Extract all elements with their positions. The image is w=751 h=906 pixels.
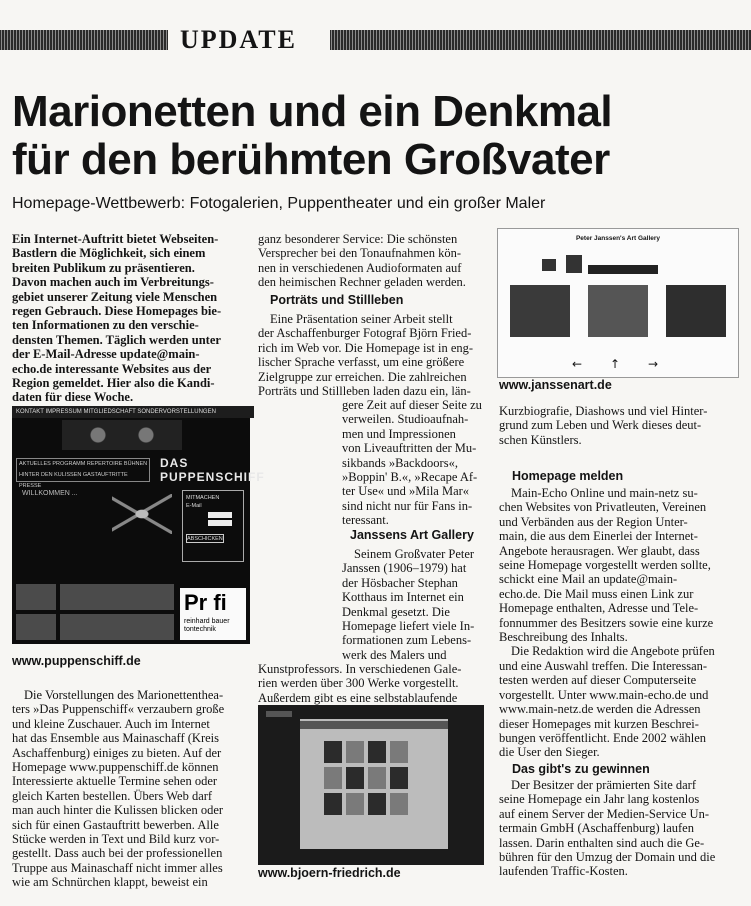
text-line: echo.de interessante Websites aus der: [12, 361, 212, 376]
text-line: bühren für den Umzug der Domain und die: [499, 850, 716, 865]
text-line: Kotthaus im Internet ein: [342, 590, 464, 605]
text-line: lischer Sprache verfasst, um eine größere: [258, 355, 465, 370]
text-line: Seinem Großvater Peter: [354, 547, 475, 561]
link-puppenschiff[interactable]: www.puppenschiff.de: [12, 654, 141, 668]
text-line: Homepage www.puppenschiff.de können: [12, 760, 219, 775]
text-line: termain GmbH (Aschaffenburg) laufen: [499, 821, 694, 836]
text-line: der Hösbacher Stephan: [342, 575, 458, 590]
text-line: laufenden Traffic-Kosten.: [499, 864, 628, 879]
text-line: Versprecher bei den Tonaufnahmen kön-: [258, 246, 461, 261]
text-line: bungen veröffentlicht. Ende 2002 wählen: [499, 730, 707, 745]
text-line: rien werden über 300 Werke vorgestellt.: [258, 676, 459, 691]
text-line: gleich Karten bestellen. Übers Web darf: [12, 788, 213, 803]
screenshot-login-box: [182, 490, 244, 562]
text-line: teressant.: [342, 513, 389, 528]
gallery-thumbnail: [346, 767, 364, 789]
text-line: Bastlern die Möglichkeit, sich einem: [12, 246, 206, 261]
marionette-image: [112, 494, 172, 534]
subheading-homepage-melden: Homepage melden: [512, 469, 624, 483]
text-line: Homepage liefert viele In-: [342, 619, 475, 634]
logo-subtitle-line: tontechnik: [184, 626, 216, 633]
portraets-paragraph: [258, 312, 486, 398]
text-line: Die Redaktion wird die Angebote prüfen: [511, 644, 715, 659]
text-line: gere Zeit auf dieser Seite zu: [342, 398, 482, 412]
header-rule-right: [330, 30, 751, 50]
table-cell: [60, 614, 174, 640]
link-janssenart[interactable]: www.janssenart.de: [499, 378, 612, 392]
gallery-thumbnail: [368, 767, 386, 789]
text-line: »Boppin' B.«, »Recape Af-: [342, 470, 478, 485]
screenshot-gallery-header: [300, 721, 448, 729]
text-line: seine Homepage vorgestellt werden sollte,: [499, 558, 711, 573]
header-rule-left: [0, 30, 168, 50]
gallery-thumbnail: [324, 767, 342, 789]
gallery-thumbnail: [390, 767, 408, 789]
screenshot-gallery-title: Peter Janssen's Art Gallery: [575, 235, 661, 242]
login-title: MITMACHEN: [186, 495, 220, 501]
profi-logo: [180, 588, 246, 640]
article-headline: [12, 88, 742, 184]
text-line: Der Besitzer der prämierten Site darf: [511, 778, 696, 792]
janssen-paragraph-end: [499, 404, 737, 447]
janssenart-screenshot: [497, 228, 739, 378]
section-header-bar: [0, 26, 751, 54]
arrow-right-icon: →: [648, 357, 659, 371]
article-subheadline: Homepage-Wettbewerb: Fotogalerien, Puppentheater und ein großer Maler: [12, 195, 546, 212]
text-line: fonnummer des Besitzers sowie eine kurze: [499, 615, 714, 630]
text-line: gestellt. Dass auch bei der professionellen: [12, 846, 223, 861]
screenshot-site-logo: [266, 711, 292, 717]
text-line: formationen zum Lebens-: [342, 633, 472, 648]
text-line: und kleine Zuschauer. Auch im Internet: [12, 716, 210, 731]
login-field: [208, 520, 232, 526]
login-button: ABSCHICKEN: [187, 536, 223, 542]
text-line: rich im Web vor. Die Homepage ist in eng-: [258, 340, 474, 355]
text-line: sind nicht nur für Fans in-: [342, 498, 473, 513]
subheading-portraets: Porträts und Stillleben: [270, 293, 404, 307]
text-line: lassen. Darin enthalten sind auch die Ge-: [499, 835, 705, 850]
headline-line-1: Marionetten und ein Denkmal: [12, 87, 613, 136]
text-line: Kunstprofessors. In verschiedenen Gale-: [258, 662, 462, 676]
text-line: und eine Auswahl treffen. Die Interessan-: [499, 658, 708, 673]
portraets-paragraph-continued: [342, 398, 486, 528]
text-line: nen in verschiedenen Audioformaten auf: [258, 260, 462, 275]
logo-subtitle-line: reinhard bauer: [184, 618, 230, 625]
text-line: Main-Echo Online und main-netz su-: [511, 486, 698, 500]
table-cell: [60, 584, 174, 610]
text-line: Denkmal gesetzt. Die: [342, 604, 450, 619]
text-line: Aschaffenburg) einiges zu bieten. Auf der: [12, 745, 222, 760]
text-line: Interessierte aktuelle Termine sehen oder: [12, 774, 218, 789]
janssen-paragraph: [342, 547, 486, 662]
text-line: seine Homepage ein Jahr lang kostenlos: [499, 792, 700, 807]
text-line: grund zum Leben und Werk dieses deut-: [499, 418, 702, 433]
screenshot-gallery-panel: [300, 719, 448, 849]
bjoern-friedrich-screenshot: [258, 705, 484, 865]
text-line: der E-Mail-Adresse update@main-: [12, 347, 200, 362]
text-line: Janssen (1906–1979) hat: [342, 561, 467, 576]
text-line: men und Impressionen: [342, 426, 456, 441]
text-line: echo.de. Die Mail muss einen Link zur: [499, 586, 694, 601]
screenshot-menu-row: HINTER DEN KULISSEN GASTAUFTRITTE PRESSE: [19, 472, 128, 489]
text-line: gebiet unserer Zeitung viele Menschen: [12, 289, 218, 304]
text-line: densten Themen. Täglich werden unter: [12, 332, 221, 347]
text-line: hat das Ensemble aus Mainaschaff (Kreis: [12, 731, 219, 746]
screenshot-caption-bar: [588, 265, 658, 274]
text-line: man auch hinter die Kulissen blicken oder: [12, 803, 224, 818]
screenshot-nav-bar: KONTAKT IMPRESSUM MITGLIEDSCHAFT SONDERVORSTELLUNGEN: [12, 406, 254, 418]
screenshot-dates-table: [16, 584, 176, 642]
logo-subtitle: [184, 618, 230, 634]
gallery-thumbnail: [346, 793, 364, 815]
text-line: verweilen. Studioaufnah-: [342, 412, 469, 427]
text-line: ter Use« und »Mila Mar«: [342, 484, 470, 499]
text-line: Davon machen auch im Verbreitungs-: [12, 275, 214, 290]
text-line: regen Gebrauch. Diese Homepages bie-: [12, 304, 222, 319]
screenshot-eyes-image: [62, 420, 182, 450]
login-field: [208, 512, 232, 518]
headline-line-2: für den berühmten Großvater: [12, 135, 610, 184]
text-line: den heimischen Rechner geladen werden.: [258, 275, 466, 290]
text-line: Ein Internet-Auftritt bietet Webseiten-: [12, 232, 219, 246]
text-line: chen Websites von Privatleuten, Vereinen: [499, 500, 707, 515]
screenshot-icon: [542, 259, 556, 271]
text-line: ten Informationen zu den verschie-: [12, 318, 199, 333]
text-line: und Verbänden aus der Region Unter-: [499, 514, 688, 529]
text-line: schen Künstlers.: [499, 432, 582, 447]
text-line: breiten Publikum zu präsentieren.: [12, 260, 195, 275]
logo-wordmark: Pr fi: [184, 590, 227, 615]
text-line: der Aschaffenburger Fotograf Björn Fried-: [258, 326, 472, 341]
text-line: main, die aus dem Einerlei der Internet-: [499, 529, 698, 544]
subheading-janssen: Janssens Art Gallery: [350, 528, 474, 542]
gallery-thumbnail: [324, 793, 342, 815]
text-line: von Liveauftritten der Mu-: [342, 441, 477, 456]
screenshot-welcome: WILLKOMMEN ...: [22, 490, 78, 497]
text-line: Außerdem gibt es eine selbstablaufende: [258, 690, 458, 705]
arrow-up-icon: ↑: [610, 357, 621, 371]
text-line: Region gemeldet. Hier also die Kandi-: [12, 376, 215, 391]
login-email-label: E-Mail: [186, 503, 202, 509]
text-line: die User den Sieger.: [499, 745, 600, 760]
arrow-left-icon: ←: [572, 357, 583, 371]
text-line: Porträts und Stillleben laden dazu ein, län-: [258, 384, 471, 399]
gallery-thumbnail: [346, 741, 364, 763]
screenshot-icon: [566, 255, 582, 273]
text-line: Kurzbiografie, Diashows und viel Hinter-: [499, 404, 708, 418]
gallery-thumbnail: [368, 793, 386, 815]
screenshot-menu-row: AKTUELLES PROGRAMM REPERTOIRE BÜHNEN: [19, 461, 148, 467]
text-line: auf einem Server der Medien-Service Un-: [499, 806, 709, 821]
janssen-paragraph-continued: [258, 662, 486, 705]
text-line: sich für einen Gastauftritt bewerben. Alle: [12, 817, 219, 832]
painting-thumbnail: [510, 285, 570, 337]
gallery-thumbnail: [324, 741, 342, 763]
text-line: testen werden auf dieser Computerseite: [499, 673, 697, 688]
screenshot-site-title: DAS PUPPENSCHIFF: [160, 456, 265, 484]
text-line: werk des Malers und: [342, 647, 447, 662]
gallery-thumbnail: [368, 741, 386, 763]
text-line: schickt eine Mail an update@main-: [499, 572, 678, 587]
text-line: dieser Homepages mit kurzen Beschrei-: [499, 716, 699, 731]
table-cell: [16, 614, 56, 640]
text-line: wie am Schnürchen klappt, beweist ein: [12, 875, 208, 890]
screenshot-menu: [16, 458, 150, 489]
section-label: UPDATE: [180, 25, 297, 54]
subheading-gewinnen: Das gibt's zu gewinnen: [512, 762, 650, 776]
text-line: Die Vorstellungen des Marionettenthea-: [24, 688, 224, 702]
text-line: www.main-netz.de werden die Adressen: [499, 702, 701, 717]
intro-paragraph: [12, 232, 252, 405]
text-line: daten für diese Woche.: [12, 390, 134, 405]
text-line: Beschreibung des Inhalts.: [499, 630, 628, 645]
text-line: Zielgruppe zur erreichen. Die zahlreichen: [258, 369, 467, 384]
text-line: Homepage enthalten, Adresse und Tele-: [499, 601, 699, 616]
service-paragraph: [258, 232, 486, 290]
painting-thumbnail: [666, 285, 726, 337]
text-line: sikbands »Backdoors«,: [342, 455, 458, 470]
link-bjoern-friedrich[interactable]: www.bjoern-friedrich.de: [258, 866, 401, 880]
text-line: ganz besonderer Service: Die schönsten: [258, 232, 458, 246]
text-line: Angebote herausragen. Wer glaubt, dass: [499, 543, 700, 558]
gallery-thumbnail: [390, 793, 408, 815]
text-line: Stücke werden in Text und Bild kurz vor-: [12, 832, 220, 847]
text-line: vorgestellt. Unter www.main-echo.de und: [499, 687, 709, 702]
homepage-melden-paragraph: [499, 486, 737, 760]
text-line: Eine Präsentation seiner Arbeit stellt: [270, 312, 453, 326]
painting-thumbnail: [588, 285, 648, 337]
text-line: Truppe aus Mainaschaff nicht immer alles: [12, 860, 223, 875]
puppenschiff-screenshot: [12, 406, 265, 644]
table-cell: [16, 584, 56, 610]
text-line: ters »Das Puppenschiff« verzaubern große: [12, 702, 225, 717]
gewinnen-paragraph: [499, 778, 737, 879]
gallery-thumbnail: [390, 741, 408, 763]
puppenschiff-paragraph: [12, 688, 252, 890]
